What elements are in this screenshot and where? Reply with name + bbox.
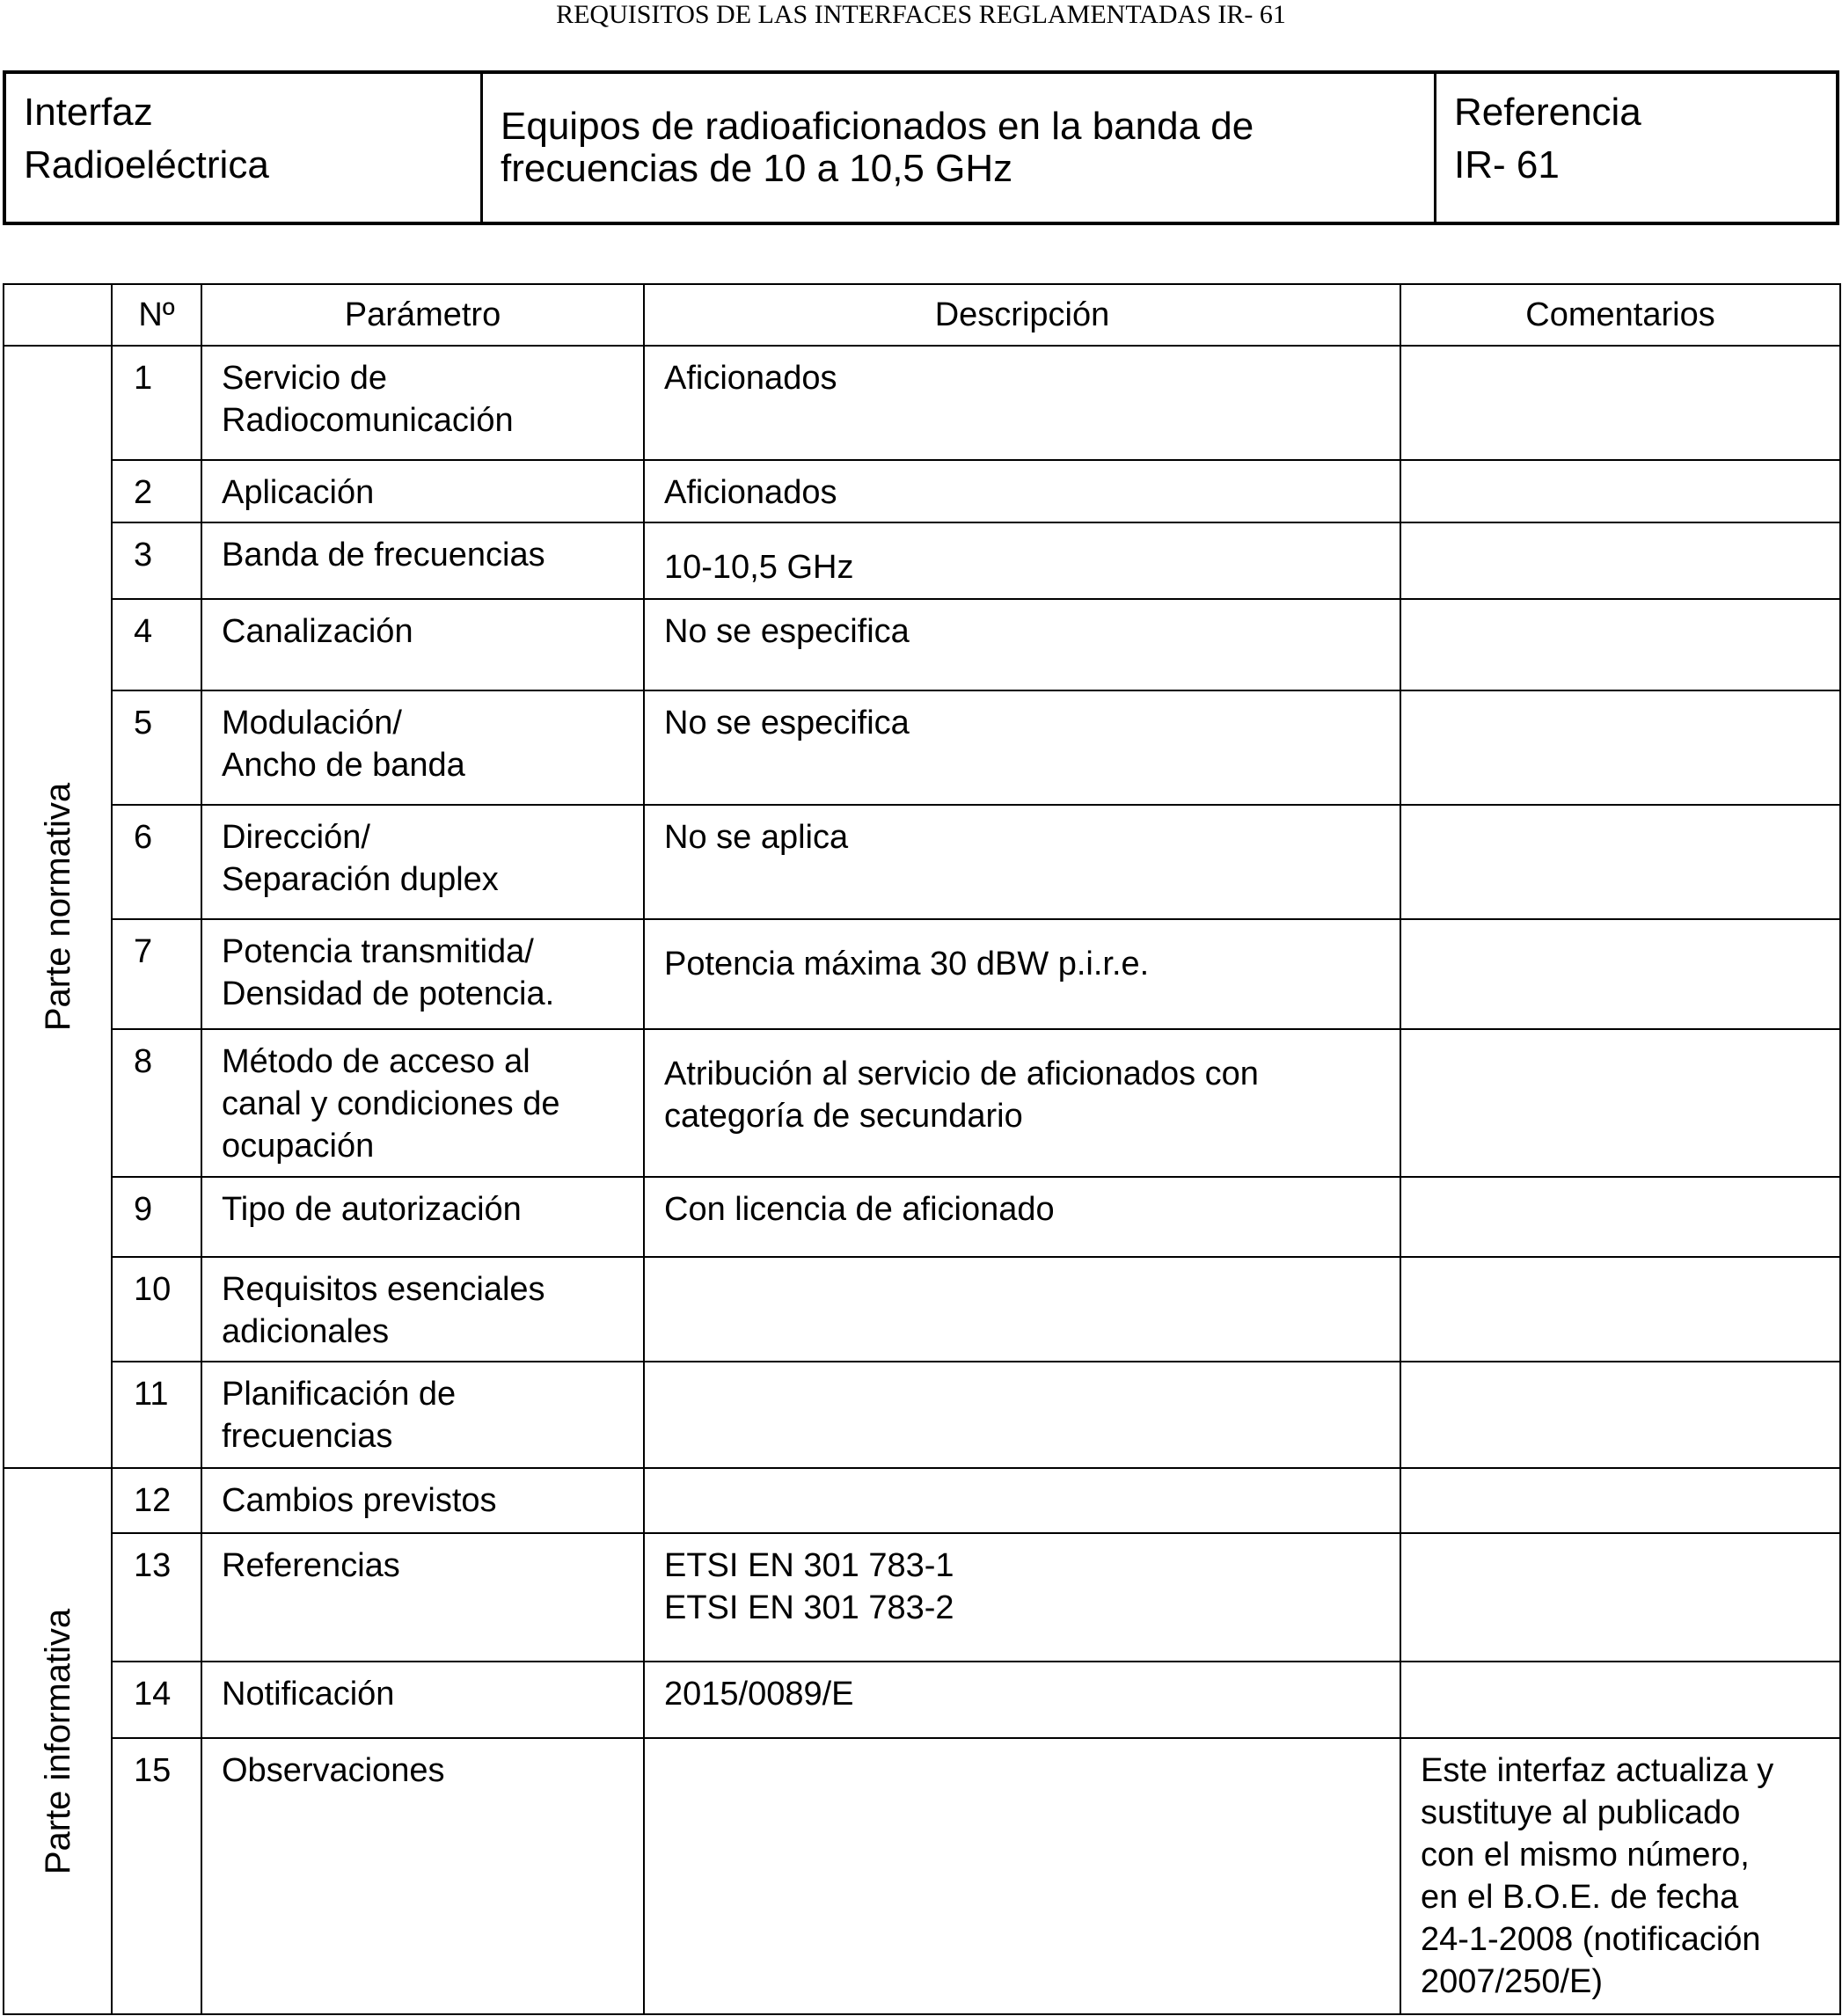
- param-line: Tipo de autorización: [222, 1191, 522, 1228]
- table-row: [4, 1362, 1840, 1468]
- referencia-cell: [1436, 74, 1836, 222]
- desc-line: No se especifica: [664, 705, 910, 741]
- desc-line: No se aplica: [664, 819, 849, 856]
- row-param: [201, 1257, 644, 1362]
- param-line: Ancho de banda: [222, 747, 465, 784]
- coment-line: en el B.O.E. de fecha: [1421, 1879, 1739, 1916]
- row-coment: [1400, 1362, 1840, 1468]
- section-normativa: [4, 346, 112, 1468]
- desc-line: ETSI EN 301 783-2: [664, 1589, 954, 1626]
- desc-line: Aficionados: [664, 360, 837, 397]
- table-row: [4, 1257, 1840, 1362]
- row-desc: [644, 599, 1400, 690]
- row-param: [201, 1533, 644, 1662]
- header-empty: [4, 284, 112, 346]
- row-number: 12: [112, 1468, 201, 1533]
- row-desc: [644, 1738, 1400, 2014]
- row-coment: [1400, 1177, 1840, 1257]
- row-desc: [644, 1029, 1400, 1177]
- row-coment: [1400, 1738, 1840, 2014]
- referencia-label: Referencia: [1454, 91, 1641, 134]
- desc-line: Aficionados: [664, 474, 837, 511]
- row-number: 2: [112, 460, 201, 522]
- row-desc: [644, 1468, 1400, 1533]
- desc-line: 2015/0089/E: [664, 1676, 854, 1713]
- param-line: ocupación: [222, 1128, 375, 1165]
- title-cell: [483, 74, 1436, 222]
- param-line: Referencias: [222, 1547, 400, 1584]
- row-desc: [644, 805, 1400, 919]
- param-line: Notificación: [222, 1676, 395, 1713]
- row-number: 9: [112, 1177, 201, 1257]
- row-param: [201, 599, 644, 690]
- table-row: [4, 346, 1840, 460]
- row-desc: [644, 460, 1400, 522]
- row-number: 1: [112, 346, 201, 460]
- param-line: frecuencias: [222, 1418, 393, 1455]
- row-param: [201, 1029, 644, 1177]
- table-row: [4, 599, 1840, 690]
- table-row: [4, 1177, 1840, 1257]
- row-param: [201, 522, 644, 599]
- desc-line: Atribución al servicio de aficionados con: [664, 1055, 1259, 1092]
- table-header-row: [4, 284, 1840, 346]
- row-coment: [1400, 460, 1840, 522]
- coment-line: 2007/250/E): [1421, 1963, 1604, 2000]
- section-informativa-label: Parte informativa: [38, 1608, 77, 1874]
- row-param: [201, 1362, 644, 1468]
- title-line-1: Equipos de radioaficionados en la banda de: [501, 105, 1254, 148]
- coment-line: Este interfaz actualiza y: [1421, 1752, 1774, 1789]
- interfaz-cell: [6, 74, 483, 222]
- param-line: Separación duplex: [222, 861, 499, 898]
- row-number: 10: [112, 1257, 201, 1362]
- table-row: [4, 1738, 1840, 2014]
- desc-line: No se especifica: [664, 613, 910, 650]
- desc-line: Potencia máxima 30 dBW p.i.r.e.: [664, 946, 1150, 982]
- param-line: Densidad de potencia.: [222, 975, 555, 1012]
- row-desc: [644, 346, 1400, 460]
- row-param: [201, 690, 644, 805]
- row-desc: [644, 1177, 1400, 1257]
- row-number: 15: [112, 1738, 201, 2014]
- row-coment: [1400, 599, 1840, 690]
- row-coment: [1400, 690, 1840, 805]
- desc-line: ETSI EN 301 783-1: [664, 1547, 954, 1584]
- coment-line: sustituye al publicado: [1421, 1794, 1741, 1831]
- row-coment: [1400, 1468, 1840, 1533]
- interfaz-label: Interfaz: [24, 91, 153, 134]
- param-line: Potencia transmitida/: [222, 933, 534, 970]
- header-param: Parámetro: [201, 284, 644, 346]
- row-desc: [644, 1362, 1400, 1468]
- row-param: [201, 1177, 644, 1257]
- param-line: Observaciones: [222, 1752, 445, 1789]
- row-coment: [1400, 1029, 1840, 1177]
- row-coment: [1400, 919, 1840, 1029]
- row-number: 11: [112, 1362, 201, 1468]
- row-desc: [644, 1533, 1400, 1662]
- table-row: [4, 919, 1840, 1029]
- row-param: [201, 1662, 644, 1738]
- param-line: Método de acceso al: [222, 1043, 530, 1080]
- page-header: REQUISITOS DE LAS INTERFACES REGLAMENTADAS IR- 61: [556, 0, 1286, 29]
- coment-line: 24-1-2008 (notificación: [1421, 1921, 1761, 1958]
- section-normativa-label: Parte normativa: [38, 782, 77, 1032]
- row-param: [201, 1738, 644, 2014]
- param-line: Aplicación: [222, 474, 375, 511]
- row-coment: [1400, 1662, 1840, 1738]
- table-row: [4, 805, 1840, 919]
- row-coment: [1400, 1533, 1840, 1662]
- desc-line: categoría de secundario: [664, 1098, 1023, 1135]
- param-line: Planificación de: [222, 1376, 457, 1413]
- table-row: [4, 1468, 1840, 1533]
- table-row: [4, 1029, 1840, 1177]
- row-desc: [644, 522, 1400, 599]
- row-param: [201, 346, 644, 460]
- param-line: canal y condiciones de: [222, 1085, 560, 1122]
- table-row: [4, 522, 1840, 599]
- param-line: Radiocomunicación: [222, 402, 514, 439]
- param-line: Modulación/: [222, 705, 402, 741]
- row-param: [201, 805, 644, 919]
- row-number: 4: [112, 599, 201, 690]
- row-number: 5: [112, 690, 201, 805]
- header-num: Nº: [112, 284, 201, 346]
- param-line: adicionales: [222, 1313, 390, 1350]
- coment-line: con el mismo número,: [1421, 1837, 1750, 1874]
- row-param: [201, 919, 644, 1029]
- row-coment: [1400, 1257, 1840, 1362]
- row-desc: [644, 919, 1400, 1029]
- param-line: Requisitos esenciales: [222, 1271, 545, 1308]
- row-number: 14: [112, 1662, 201, 1738]
- row-number: 3: [112, 522, 201, 599]
- parameters-table: [3, 283, 1841, 2015]
- param-line: Dirección/: [222, 819, 370, 856]
- row-coment: [1400, 522, 1840, 599]
- param-line: Cambios previstos: [222, 1482, 497, 1519]
- table-row: [4, 460, 1840, 522]
- referencia-value: IR- 61: [1454, 143, 1560, 186]
- header-box: [3, 70, 1839, 225]
- row-number: 8: [112, 1029, 201, 1177]
- row-param: [201, 1468, 644, 1533]
- row-number: 13: [112, 1533, 201, 1662]
- desc-line: 10-10,5 GHz: [664, 549, 854, 586]
- param-line: Servicio de: [222, 360, 387, 397]
- row-desc: [644, 690, 1400, 805]
- table-row: [4, 690, 1840, 805]
- row-param: [201, 460, 644, 522]
- table-row: [4, 1662, 1840, 1738]
- title-line-2: frecuencias de 10 a 10,5 GHz: [501, 147, 1013, 190]
- param-line: Canalización: [222, 613, 413, 650]
- row-coment: [1400, 346, 1840, 460]
- desc-line: Con licencia de aficionado: [664, 1191, 1055, 1228]
- row-number: 7: [112, 919, 201, 1029]
- section-informativa: [4, 1468, 112, 2014]
- row-coment: [1400, 805, 1840, 919]
- param-line: Banda de frecuencias: [222, 537, 545, 573]
- header-coment: Comentarios: [1400, 284, 1840, 346]
- interfaz-value: Radioeléctrica: [24, 143, 269, 186]
- table-row: [4, 1533, 1840, 1662]
- row-desc: [644, 1257, 1400, 1362]
- row-number: 6: [112, 805, 201, 919]
- header-desc: Descripción: [644, 284, 1400, 346]
- row-desc: [644, 1662, 1400, 1738]
